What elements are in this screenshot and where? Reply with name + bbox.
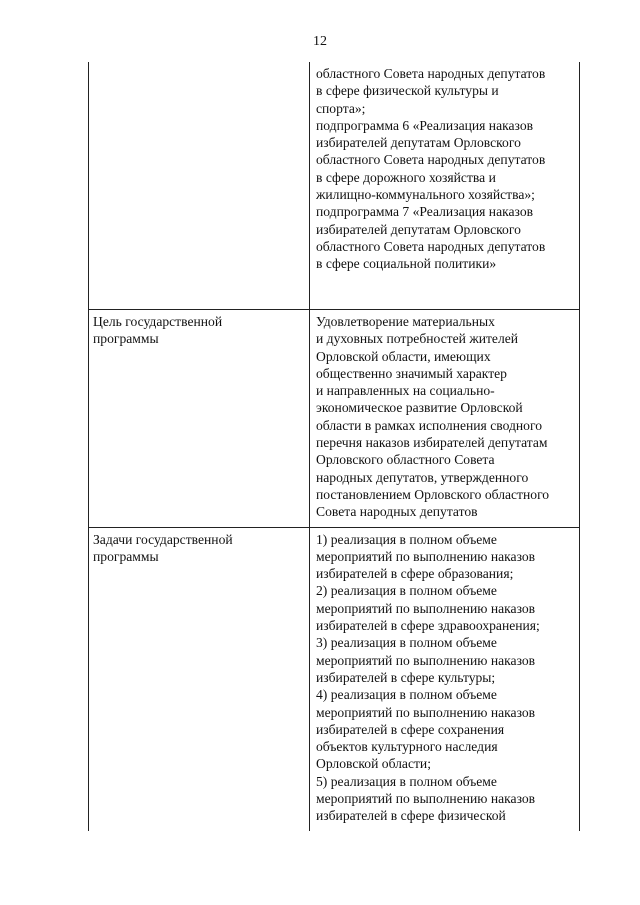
content-line: областного Совета народных депутатов — [316, 238, 546, 254]
content-line: мероприятий по выполнению наказов — [316, 600, 536, 616]
content-line: народных депутатов, утвержденного — [316, 469, 529, 485]
content-line: в сфере физической культуры и — [316, 83, 499, 99]
content-line: в сфере дорожного хозяйства и — [316, 169, 496, 185]
content-line: жилищно-коммунального хозяйства»; — [316, 187, 535, 203]
row-label-cell — [89, 62, 310, 310]
content-line: в сфере социальной политики» — [316, 256, 497, 272]
row-label-cell — [89, 310, 310, 528]
table-row-subprograms — [89, 62, 580, 310]
content-line: Удовлетворение материальных — [316, 314, 495, 329]
content-line: спорта»; — [316, 100, 366, 116]
content-line: избирателей в сфере здравоохранения; — [316, 618, 540, 634]
content-line: избирателей депутатам Орловского — [316, 221, 521, 237]
content-line: подпрограмма 6 «Реализация наказов — [316, 117, 534, 133]
row-label-line: программы — [93, 548, 159, 564]
content-line: избирателей в сфере культуры; — [316, 669, 496, 685]
row-label-cell — [89, 527, 310, 831]
content-line: мероприятий по выполнению наказов — [316, 704, 536, 720]
content-line: мероприятий по выполнению наказов — [316, 548, 536, 564]
content-line: Орловской области, имеющих — [316, 348, 491, 364]
content-line: 3) реализация в полном объеме — [316, 635, 497, 651]
table-row-tasks — [89, 527, 580, 831]
content-line: перечня наказов избирателей депутатам — [316, 435, 548, 451]
content-line: избирателей в сфере физической — [316, 808, 506, 824]
program-passport-table — [88, 62, 580, 831]
row-label-line: Задачи государственной — [93, 531, 233, 547]
content-line: 2) реализация в полном объеме — [316, 583, 497, 599]
table-row-goal — [89, 310, 580, 528]
content-line: областного Совета народных депутатов — [316, 152, 546, 168]
row-content-cell — [310, 62, 580, 310]
content-line: общественно значимый характер — [316, 365, 507, 381]
content-line: области в рамках исполнения сводного — [316, 417, 542, 433]
page-number: 12 — [313, 34, 327, 49]
content-line: мероприятий по выполнению наказов — [316, 791, 536, 807]
content-line: и духовных потребностей жителей — [316, 331, 519, 347]
content-line: мероприятий по выполнению наказов — [316, 652, 536, 668]
row-label-line: Цель государственной — [93, 314, 223, 329]
content-line: постановлением Орловского областного — [316, 486, 550, 502]
row-content-cell — [310, 310, 580, 528]
content-line: 1) реализация в полном объеме — [316, 531, 497, 547]
content-line: Орловского областного Совета — [316, 452, 495, 468]
content-line: избирателей депутатам Орловского — [316, 135, 521, 151]
content-line: объектов культурного наследия — [316, 739, 498, 755]
row-content-cell — [310, 527, 580, 831]
content-line: областного Совета народных депутатов — [316, 66, 546, 81]
content-line: 5) реализация в полном объеме — [316, 773, 497, 789]
content-line: избирателей в сфере образования; — [316, 566, 514, 582]
content-line: подпрограмма 7 «Реализация наказов — [316, 204, 534, 220]
content-line: 4) реализация в полном объеме — [316, 687, 497, 703]
content-line: избирателей в сфере сохранения — [316, 721, 505, 737]
content-line: экономическое развитие Орловской — [316, 400, 523, 416]
content-line: Совета народных депутатов — [316, 504, 478, 520]
content-line: и направленных на социально- — [316, 383, 495, 399]
content-line: Орловской области; — [316, 756, 431, 772]
row-label-line: программы — [93, 331, 159, 347]
